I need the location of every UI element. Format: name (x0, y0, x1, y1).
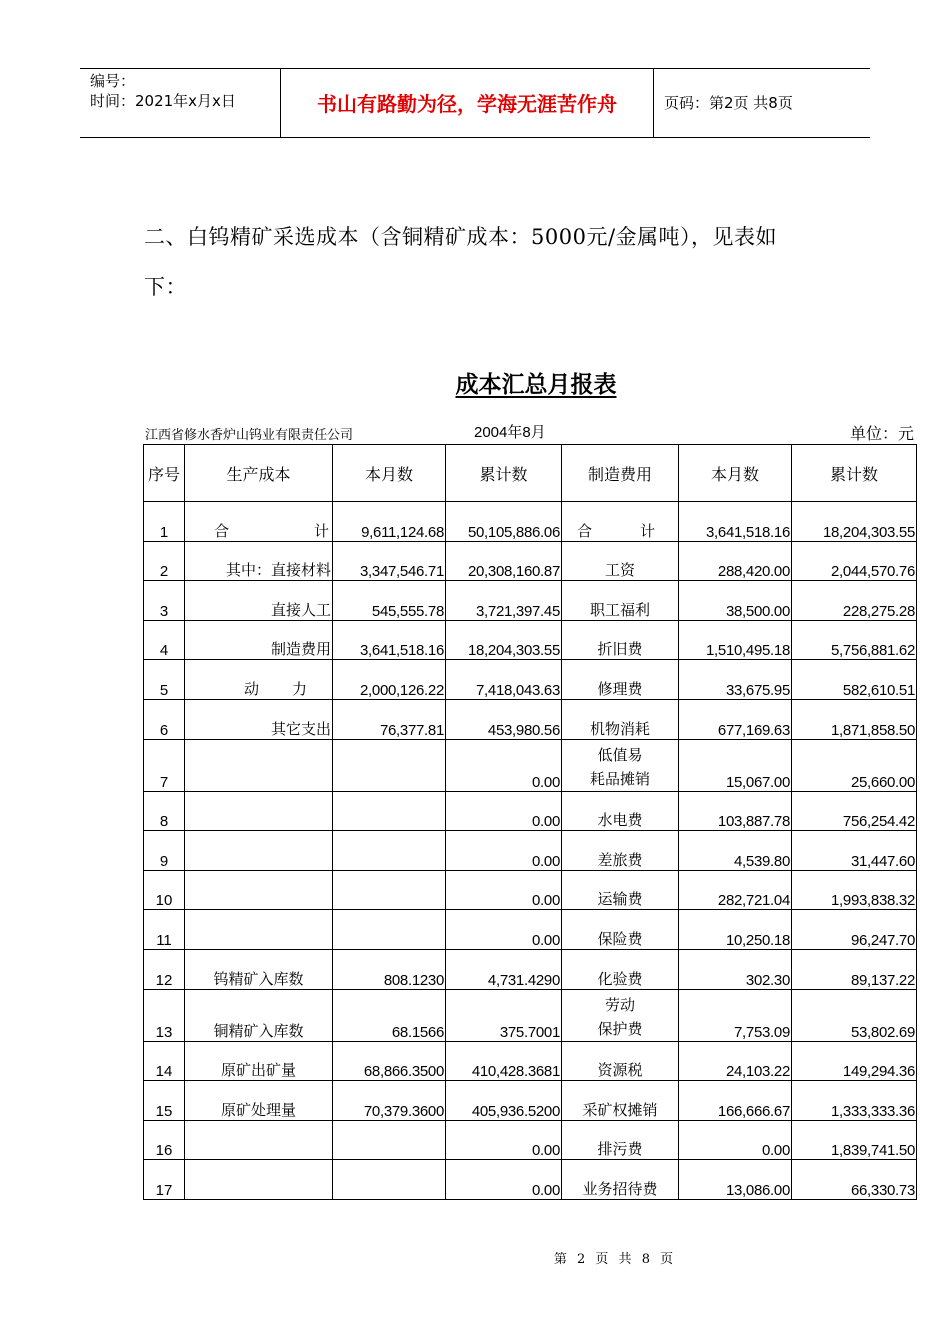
spread-label (186, 520, 331, 541)
column-header: 累计数 (446, 445, 562, 502)
header-page-info: 页码：第2页 共8页 (664, 94, 793, 112)
mfg-month-value: 15,067.00 (679, 739, 792, 791)
table-row (144, 739, 917, 791)
item-line-1: 低值易 (597, 745, 643, 764)
mfg-month-value: 302.30 (679, 949, 792, 989)
company-name: 江西省修水香炉山钨业有限责任公司 (145, 428, 354, 443)
month-value: 68,866.3500 (333, 1041, 446, 1081)
row-seq: 13 (144, 989, 185, 1041)
month-value: 9,611,124.68 (333, 502, 446, 542)
mfg-total-value: 5,756,881.62 (792, 620, 917, 660)
table-row (144, 1081, 917, 1121)
month-value: 2,000,126.22 (333, 660, 446, 700)
total-value: 405,936.5200 (446, 1081, 562, 1121)
intro-line-2: 下： (144, 275, 187, 299)
production-cost-item: 原矿出矿量 (185, 1041, 333, 1081)
production-cost-item: 直接人工 (185, 581, 333, 621)
row-seq: 14 (144, 1041, 185, 1081)
month-value (333, 791, 446, 831)
month-value (333, 870, 446, 910)
column-header: 制造费用 (562, 445, 679, 502)
total-value: 453,980.56 (446, 699, 562, 739)
month-value (333, 910, 446, 950)
production-cost-item (185, 870, 333, 910)
production-cost-item (185, 1120, 333, 1160)
mfg-total-value: 1,871,858.50 (792, 699, 917, 739)
month-value: 70,379.3600 (333, 1081, 446, 1121)
row-seq: 5 (144, 660, 185, 700)
label-char: 合 (214, 521, 230, 540)
manufacturing-cost-item: 排污费 (562, 1120, 679, 1160)
table-header-row (144, 445, 917, 502)
mfg-total-value: 89,137.22 (792, 949, 917, 989)
table-row (144, 791, 917, 831)
mfg-total-value: 66,330.73 (792, 1160, 917, 1200)
label-char: 力 (291, 679, 307, 698)
document-number: 编号： (90, 72, 136, 90)
table-row (144, 620, 917, 660)
manufacturing-cost-item (562, 739, 679, 791)
column-header: 序号 (144, 445, 185, 502)
row-seq: 7 (144, 739, 185, 791)
row-seq: 15 (144, 1081, 185, 1121)
month-value: 3,641,518.16 (333, 620, 446, 660)
table-row (144, 1120, 917, 1160)
item-line-1: 劳动 (604, 995, 635, 1014)
label-char: 计 (639, 521, 655, 540)
mfg-total-value: 756,254.42 (792, 791, 917, 831)
intro-line-1: 二、白钨精矿采选成本（含铜精矿成本：5000元/金属吨），见表如 (144, 225, 778, 249)
manufacturing-cost-item: 业务招待费 (562, 1160, 679, 1200)
month-value (333, 1120, 446, 1160)
mfg-month-value: 103,887.78 (679, 791, 792, 831)
total-value: 7,418,043.63 (446, 660, 562, 700)
total-value: 3,721,397.45 (446, 581, 562, 621)
cost-summary-table (143, 444, 917, 1200)
month-value: 68.1566 (333, 989, 446, 1041)
month-value: 545,555.78 (333, 581, 446, 621)
total-value: 0.00 (446, 870, 562, 910)
mfg-month-value: 7,753.09 (679, 989, 792, 1041)
table-row (144, 831, 917, 871)
row-seq: 3 (144, 581, 185, 621)
mfg-month-value: 13,086.00 (679, 1160, 792, 1200)
total-value: 0.00 (446, 739, 562, 791)
row-seq: 2 (144, 541, 185, 581)
manufacturing-cost-item (562, 989, 679, 1041)
production-cost-item (185, 660, 333, 700)
row-seq: 12 (144, 949, 185, 989)
mfg-total-value: 25,660.00 (792, 739, 917, 791)
mfg-total-value: 1,333,333.36 (792, 1081, 917, 1121)
mfg-total-value: 2,044,570.76 (792, 541, 917, 581)
manufacturing-cost-item: 职工福利 (562, 581, 679, 621)
row-seq: 6 (144, 699, 185, 739)
table-row (144, 910, 917, 950)
manufacturing-cost-item: 机物消耗 (562, 699, 679, 739)
row-seq: 16 (144, 1120, 185, 1160)
production-cost-item (185, 739, 333, 791)
page-header (80, 68, 870, 138)
header-motto: 书山有路勤为径，学海无涯苦作舟 (281, 69, 654, 137)
row-seq: 10 (144, 870, 185, 910)
production-cost-item (185, 1160, 333, 1200)
total-value: 375.7001 (446, 989, 562, 1041)
mfg-month-value: 33,675.95 (679, 660, 792, 700)
manufacturing-cost-item: 差旅费 (562, 831, 679, 871)
table-row (144, 699, 917, 739)
production-cost-item: 原矿处理量 (185, 1081, 333, 1121)
mfg-total-value: 18,204,303.55 (792, 502, 917, 542)
unit-label: 单位：元 (849, 424, 914, 443)
mfg-total-value: 96,247.70 (792, 910, 917, 950)
report-date: 2004年8月 (474, 424, 546, 441)
mfg-month-value: 38,500.00 (679, 581, 792, 621)
table-row (144, 502, 917, 542)
production-cost-item (185, 831, 333, 871)
production-cost-item (185, 791, 333, 831)
total-value: 0.00 (446, 791, 562, 831)
total-value: 18,204,303.55 (446, 620, 562, 660)
spread-label (563, 520, 677, 541)
mfg-total-value: 1,993,838.32 (792, 870, 917, 910)
row-seq: 8 (144, 791, 185, 831)
column-header: 本月数 (679, 445, 792, 502)
mfg-month-value: 1,510,495.18 (679, 620, 792, 660)
row-seq: 9 (144, 831, 185, 871)
manufacturing-cost-item (562, 502, 679, 542)
mfg-month-value: 10,250.18 (679, 910, 792, 950)
column-header: 生产成本 (185, 445, 333, 502)
manufacturing-cost-item: 修理费 (562, 660, 679, 700)
production-cost-item: 铜精矿入库数 (185, 989, 333, 1041)
page-footer: 第 2 页 共 8 页 (553, 1252, 677, 1267)
mfg-total-value: 149,294.36 (792, 1041, 917, 1081)
table-row (144, 989, 917, 1041)
table-row (144, 949, 917, 989)
total-value: 410,428.3681 (446, 1041, 562, 1081)
manufacturing-cost-item: 保险费 (562, 910, 679, 950)
mfg-total-value: 582,610.51 (792, 660, 917, 700)
mfg-month-value: 282,721.04 (679, 870, 792, 910)
mfg-month-value: 4,539.80 (679, 831, 792, 871)
item-line-2: 保护费 (597, 1019, 643, 1038)
manufacturing-cost-item: 采矿权摊销 (562, 1081, 679, 1121)
production-cost-item (185, 502, 333, 542)
label-char: 动 (244, 679, 260, 698)
mfg-total-value: 31,447.60 (792, 831, 917, 871)
mfg-total-value: 1,839,741.50 (792, 1120, 917, 1160)
table-row (144, 870, 917, 910)
table-row (144, 1160, 917, 1200)
label-char: 合 (577, 521, 593, 540)
report-title: 成本汇总月报表 (455, 372, 617, 398)
table-row (144, 660, 917, 700)
header-left (80, 69, 281, 137)
label-char: 计 (313, 521, 329, 540)
production-cost-item: 其中：直接材料 (185, 541, 333, 581)
manufacturing-cost-item: 运输费 (562, 870, 679, 910)
month-value: 76,377.81 (333, 699, 446, 739)
manufacturing-cost-item: 水电费 (562, 791, 679, 831)
mfg-month-value: 0.00 (679, 1120, 792, 1160)
mfg-month-value: 166,666.67 (679, 1081, 792, 1121)
mfg-month-value: 3,641,518.16 (679, 502, 792, 542)
production-cost-item (185, 910, 333, 950)
total-value: 50,105,886.06 (446, 502, 562, 542)
row-seq: 1 (144, 502, 185, 542)
manufacturing-cost-item: 工资 (562, 541, 679, 581)
production-cost-item: 其它支出 (185, 699, 333, 739)
spread-label (186, 678, 331, 699)
document-time: 时间：2021年x月x日 (90, 92, 236, 110)
table-row (144, 1041, 917, 1081)
intro-paragraph (144, 212, 824, 312)
total-value: 0.00 (446, 1120, 562, 1160)
column-header: 累计数 (792, 445, 917, 502)
month-value: 808.1230 (333, 949, 446, 989)
month-value (333, 831, 446, 871)
month-value (333, 739, 446, 791)
row-seq: 4 (144, 620, 185, 660)
mfg-month-value: 288,420.00 (679, 541, 792, 581)
production-cost-item: 钨精矿入库数 (185, 949, 333, 989)
row-seq: 11 (144, 910, 185, 950)
total-value: 0.00 (446, 910, 562, 950)
mfg-month-value: 677,169.63 (679, 699, 792, 739)
column-header: 本月数 (333, 445, 446, 502)
total-value: 0.00 (446, 831, 562, 871)
table-row (144, 541, 917, 581)
mfg-total-value: 53,802.69 (792, 989, 917, 1041)
production-cost-item: 制造费用 (185, 620, 333, 660)
manufacturing-cost-item: 折旧费 (562, 620, 679, 660)
month-value: 3,347,546.71 (333, 541, 446, 581)
table-row (144, 581, 917, 621)
mfg-total-value: 228,275.28 (792, 581, 917, 621)
item-line-2: 耗品摊销 (589, 769, 650, 788)
manufacturing-cost-item: 资源税 (562, 1041, 679, 1081)
total-value: 0.00 (446, 1160, 562, 1200)
mfg-month-value: 24,103.22 (679, 1041, 792, 1081)
row-seq: 17 (144, 1160, 185, 1200)
total-value: 4,731.4290 (446, 949, 562, 989)
manufacturing-cost-item: 化验费 (562, 949, 679, 989)
total-value: 20,308,160.87 (446, 541, 562, 581)
month-value (333, 1160, 446, 1200)
